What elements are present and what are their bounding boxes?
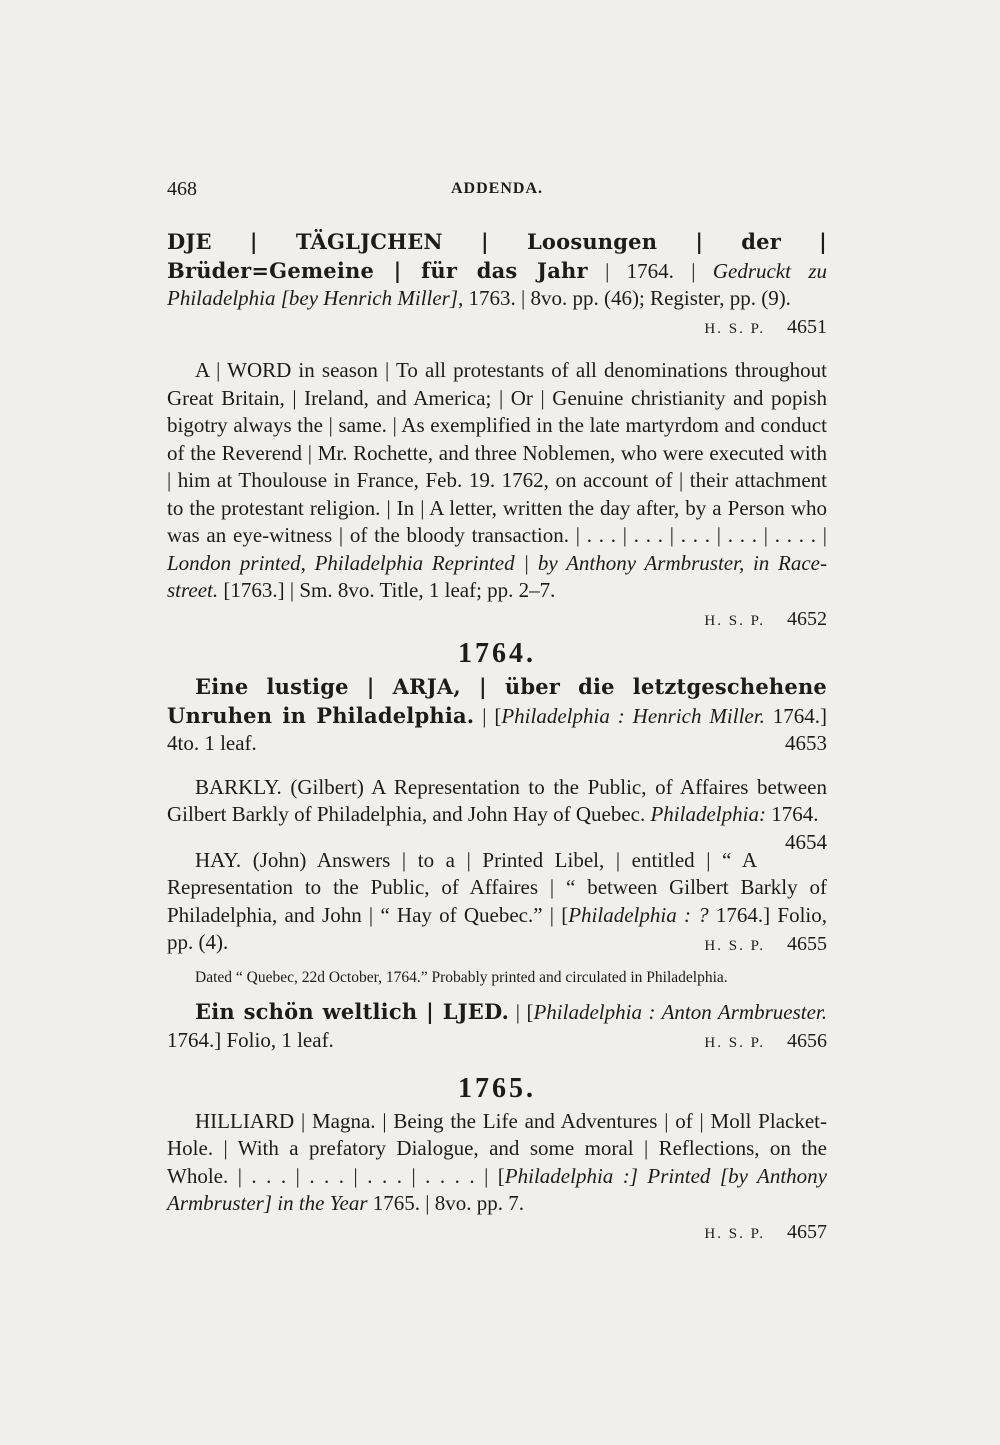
entry-collation: 1764. [765, 802, 819, 826]
entry-imprint: Philadelphia :] Printed [by Anthony Armbruster] in the Year [167, 1163, 827, 1215]
entry-imprint: Philadelphia : Henrich Miller. [501, 703, 765, 728]
entry-text: HAY. (John) Answers | to a | Printed Libel, | entitled | “ A Representation to the Public, of Affaires | “ between Gilbert Barkly of Philadelphia, and John | “ Hay of Quebec.” | [ [167, 847, 827, 927]
entry-reference [167, 1218, 827, 1249]
entry-number: 4651 [787, 315, 827, 338]
entry-collation: 1764.] Folio, pp. (4). [167, 902, 827, 954]
entry-4656 [167, 998, 827, 1058]
entry-imprint: Gedruckt zu Philadelphia [bey Henrich Miller] [167, 258, 827, 310]
entry-4651 [167, 228, 827, 343]
entry-4655 [167, 847, 827, 961]
entry-number: 4654 [785, 829, 827, 854]
entry-collation: , 1763. | 8vo. pp. (46); Register, pp. (9). [458, 286, 791, 310]
entry-number: 4653 [785, 731, 827, 755]
entry-collation: 1765. | 8vo. pp. 7. [367, 1191, 524, 1215]
entry-4652 [167, 357, 827, 635]
entry-4653 [167, 673, 827, 758]
location-code: H. S. P. [704, 320, 765, 337]
location-code: H. S. P. [704, 937, 765, 954]
location-code: H. S. P. [704, 1035, 765, 1051]
entry-reference [167, 930, 827, 961]
entry-number: 4652 [787, 607, 827, 630]
location-code: H. S. P. [704, 1225, 765, 1242]
entry-reference [167, 313, 827, 344]
entry-number: 4657 [787, 1220, 827, 1243]
entry-fraktur-title: DJE | TÄGLJCHEN | Loosungen | der | Brüder=Gemeine | für das Jahr [167, 229, 827, 283]
running-title: ADDENDA. [451, 180, 543, 197]
entry-4657 [167, 1108, 827, 1249]
entry-fraktur-title: Eine lustige | ARJA, | über die letztgeschehene Unruhen in Philadelphia. [167, 674, 827, 728]
entry-imprint: Philadelphia : ? [568, 902, 709, 927]
entry-collation: [1763.] | Sm. 8vo. Title, 1 leaf; pp. 2–7. [218, 578, 556, 602]
entry-collation: 1764.] 4to. 1 leaf. [167, 703, 827, 755]
year-heading-1764: 1764. [458, 638, 536, 669]
entry-text: | [ [474, 703, 502, 728]
entry-text: | [ [509, 1000, 534, 1024]
entry-text: | 1764. | [587, 258, 713, 283]
entry-text: A | WORD in season | To all protestants of all denominations throughout Great Britain, | Ireland, and America; | Or | Genuine christianity and popish bigotry always the | same. | As exemplified in the late martyrdom and conduct of the Reverend | Mr. Rochette, and three Noblemen, who were executed with | him at Thoulouse in France, Feb. 19. 1762, on account of | their attachment to the protestant religion. | In | A letter, written the day after, by a Person who was an eye-witness | of the bloody transaction. | . . . | . . . | . . . | . . . | . . . . | [167, 358, 827, 547]
entry-number: 4656 [787, 1030, 827, 1052]
page-header [167, 178, 827, 208]
entry-fraktur-title: Ein schön weltlich | LJED. [195, 999, 510, 1024]
entry-text: HILLIARD | Magna. | Being the Life and Adventures | of | Moll Placket-Hole. | With a prefatory Dialogue, and some moral | Reflections, on the Whole. | . . . | . . . | . . . | . . . . | [ [167, 1108, 827, 1188]
page-body [167, 228, 827, 1248]
location-code: H. S. P. [704, 612, 765, 629]
entry-imprint: London printed, Philadelphia Reprinted | by Anthony Armbruster, in Race-street. [167, 550, 827, 602]
entry-imprint: Philadelphia : Anton Armbruester. [533, 1000, 827, 1024]
entry-collation: 1764.] Folio, 1 leaf. [167, 1027, 334, 1052]
entry-4654 [167, 774, 827, 854]
entry-text: BARKLY. (Gilbert) A Representation to the Public, of Affaires between Gilbert Barkly of Philadelphia, and John Hay of Quebec. [167, 774, 827, 826]
entry-imprint: Philadelphia: [650, 802, 766, 826]
entry-note: Dated “ Quebec, 22d October, 1764.” Probably printed and circulated in Philadelphia. [195, 969, 728, 986]
page-number: 468 [167, 178, 197, 200]
entry-reference [167, 605, 827, 636]
year-heading-1765: 1765. [458, 1072, 536, 1104]
entry-number: 4655 [787, 932, 827, 955]
